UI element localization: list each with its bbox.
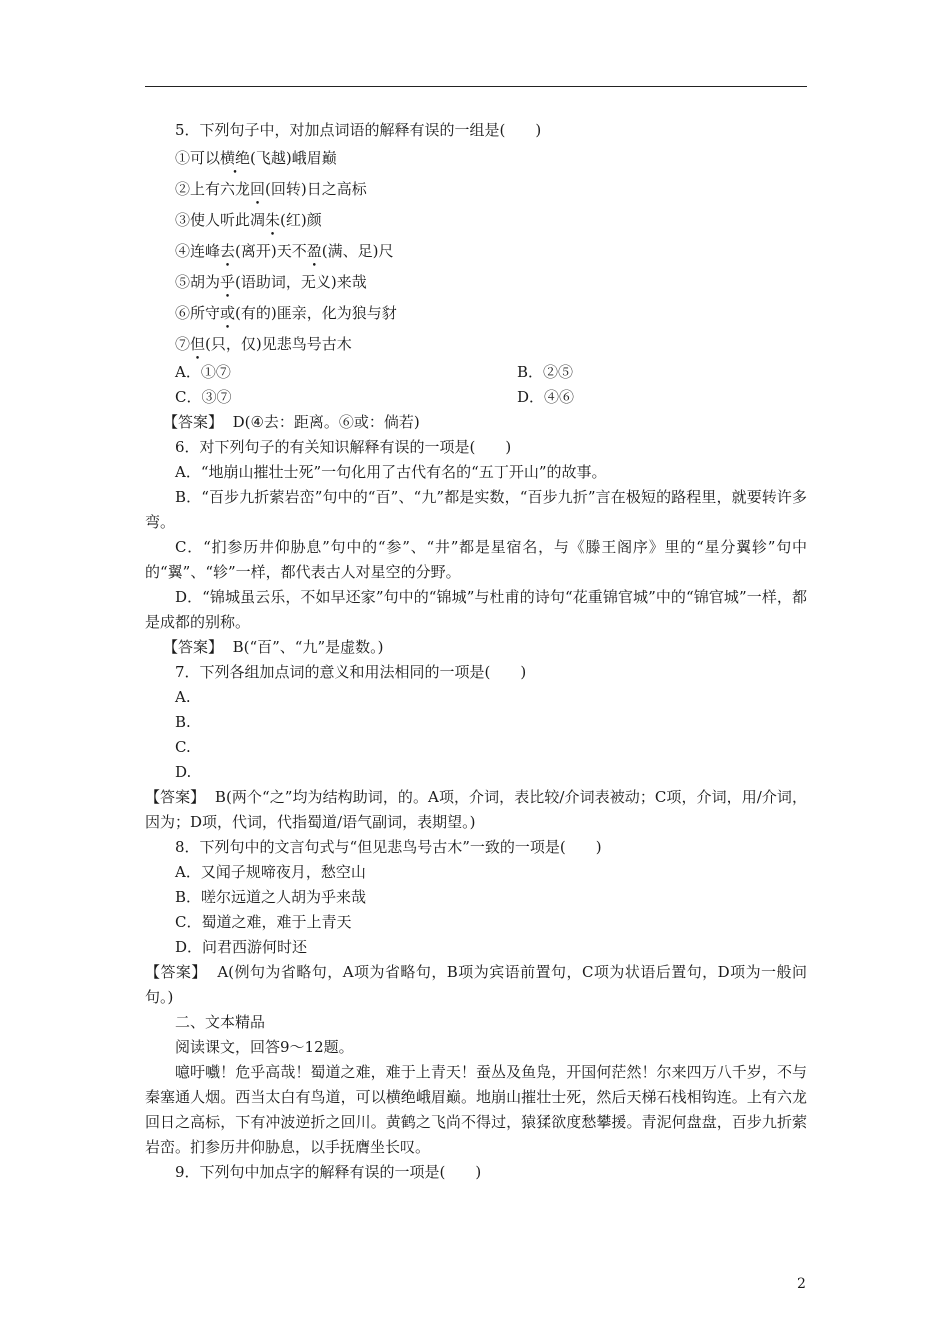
q5-stem: 5．下列句子中，对加点词语的解释有误的一组是( ) [175, 121, 542, 139]
q8-choice-b: B．嗟尔远道之人胡为乎来哉 [175, 888, 367, 906]
q7-choice-b: B. [175, 713, 191, 731]
q6-answer: 【答案】 B(“百”、“九”是虚数。) [163, 638, 384, 656]
dotted-word: 去 [220, 242, 236, 260]
dotted-word: 或 [220, 304, 236, 322]
q5-option-4: ④连峰去(离开)天不盈(满、足)尺 [175, 242, 394, 260]
header-rule [145, 86, 807, 87]
q6-option-a: A．“地崩山摧壮士死”一句化用了古代有名的“五丁开山”的故事。 [175, 463, 607, 481]
dotted-word: 但 [190, 335, 206, 353]
dotted-word: 横绝 [220, 149, 251, 167]
document-body [145, 118, 807, 1185]
reading-passage: 噫吁嚱！危乎高哉！蜀道之难，难于上青天！蚕丛及鱼凫，开国何茫然！尔来四万八千岁，不与秦塞通人烟。西当太白有鸟道，可以横绝峨眉巅。地崩山摧壮士死，然后天梯石栈相钩连。上有六龙回日之高标，下有冲波逆折之回川。黄鹤之飞尚不得过，猿猱欲度愁攀援。青泥何盘盘，百步九折萦岩峦。扪参历井仰胁息，以手抚膺坐长叹。 [145, 1063, 807, 1156]
q8-choice-a: A．又闻子规啼夜月，愁空山 [175, 863, 366, 881]
q5-choice-a: A．①⑦ [175, 363, 231, 381]
answer-label: 【答案】 [163, 638, 224, 656]
q7-choice-a: A. [175, 688, 191, 706]
q8-choice-c: C．蜀道之难，难于上青天 [175, 913, 352, 931]
q5-option-5: ⑤胡为乎(语助词，无义)来哉 [175, 273, 367, 291]
q8-stem: 8．下列句中的文言句式与“但见悲鸟号古木”一致的一项是( ) [175, 838, 602, 856]
q5-option-1: ①可以横绝(飞越)峨眉巅 [175, 149, 337, 167]
q6-option-b: B．“百步九折萦岩峦”句中的“百”、“九”都是实数，“百步九折”言在极短的路程里，就要转许多弯。 [145, 488, 807, 531]
reading-instruction: 阅读课文，回答9～12题。 [175, 1038, 354, 1056]
q5-answer: 【答案】 D(④去：距离。⑥或：倘若) [163, 413, 420, 431]
answer-label: 【答案】 [163, 413, 224, 431]
q5-option-6: ⑥所守或(有的)匪亲，化为狼与豺 [175, 304, 397, 322]
dotted-word: 回 [250, 180, 266, 198]
q8-choice-d: D．问君西游何时还 [175, 938, 308, 956]
page-number: 2 [797, 1276, 806, 1292]
q8-answer: 【答案】 A(例句为省略句，A项为省略句，B项为宾语前置句，C项为状语后置句，D项为一般问句。) [145, 963, 807, 1006]
q7-choice-c: C. [175, 738, 191, 756]
dotted-word: 乎 [220, 273, 236, 291]
q6-option-d: D．“锦城虽云乐，不如早还家”句中的“锦城”与杜甫的诗句“花重锦官城”中的“锦官城”一样，都是成都的别称。 [145, 588, 807, 631]
dotted-word: 盈 [306, 242, 322, 260]
answer-label: 【答案】 [145, 963, 207, 981]
q5-choices-row-2 [145, 385, 807, 410]
q5-option-2: ②上有六龙回(回转)日之高标 [175, 180, 367, 198]
q9-stem: 9．下列句中加点字的解释有误的一项是( ) [175, 1163, 482, 1181]
answer-label: 【答案】 [145, 788, 206, 806]
q5-choices-row-1 [145, 360, 807, 385]
q6-stem: 6．对下列句子的有关知识解释有误的一项是( ) [175, 438, 512, 456]
q5-option-3: ③使人听此凋朱(红)颜 [175, 211, 322, 229]
q7-choice-d: D. [175, 763, 192, 781]
q5-choice-b: B．②⑤ [517, 363, 574, 381]
dotted-word: 朱 [265, 211, 281, 229]
q6-option-c: C．“扪参历井仰胁息”句中的“参”、“井”都是星宿名，与《滕王阁序》里的“星分翼轸”句中的“翼”、“轸”一样，都代表古人对星空的分野。 [145, 538, 807, 581]
q5-choice-c: C．③⑦ [175, 388, 232, 406]
q7-answer: 【答案】 B(两个“之”均为结构助词，的。A项，介词，表比较/介词表被动；C项，介词，用/介词，因为；D项，代词，代指蜀道/语气副词，表期望。) [145, 788, 807, 831]
q5-option-7: ⑦但(只，仅)见悲鸟号古木 [175, 335, 352, 353]
section-title: 二、文本精品 [175, 1013, 266, 1031]
q5-choice-d: D．④⑥ [517, 388, 575, 406]
q7-stem: 7．下列各组加点词的意义和用法相同的一项是( ) [175, 663, 527, 681]
